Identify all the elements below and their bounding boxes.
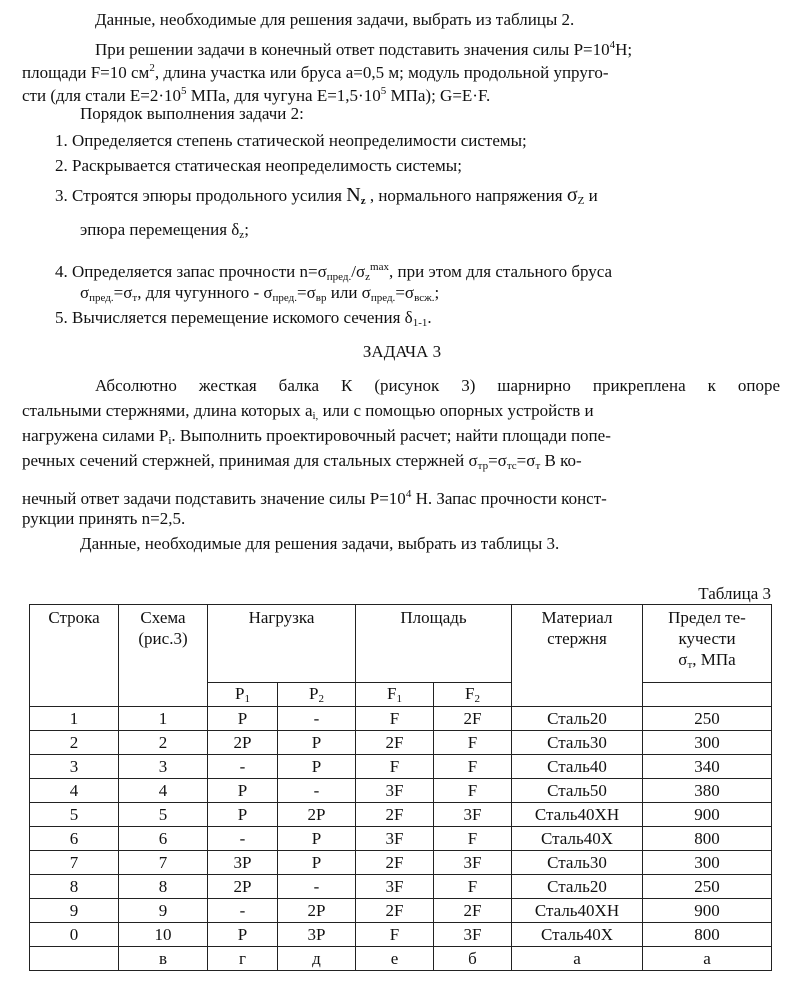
step-3 [55, 185, 598, 211]
header-line [643, 649, 771, 676]
cell-scheme: 4 [119, 779, 208, 803]
subscript: Z [577, 195, 585, 207]
text-span: /σ [351, 262, 366, 281]
header-line: стержня [547, 629, 607, 648]
table-row [30, 803, 772, 827]
cell-p1: 3P [208, 851, 278, 875]
header-load: Нагрузка [208, 605, 356, 683]
table-row [30, 875, 772, 899]
text-span: площади F=10 см [22, 63, 150, 82]
cell-f1: 3F [356, 779, 434, 803]
cell-p1: - [208, 827, 278, 851]
subscript: пред. [89, 292, 114, 304]
cell-row-number: 6 [30, 827, 119, 851]
header-line: кучести [678, 629, 736, 648]
cell-p2: д [278, 947, 356, 971]
text-span: стальными стержнями, длина которых a [22, 401, 313, 420]
text-span: P [309, 683, 319, 703]
text-span: 5. Вычисляется перемещение искомого сечения δ [55, 308, 413, 327]
cell-yield: 300 [643, 851, 772, 875]
cell-p2: - [278, 875, 356, 899]
cell-p1: 2P [208, 875, 278, 899]
cell-scheme: 7 [119, 851, 208, 875]
cell-f2: 3F [434, 923, 512, 947]
task-text-line-1: Абсолютно жесткая балка К (рисунок 3) шарнирно прикреплена к опоре [95, 376, 780, 395]
superscript: 2 [149, 62, 155, 74]
subscript: z [239, 229, 245, 241]
cell-row-number: 4 [30, 779, 119, 803]
text-span: σ [80, 283, 90, 302]
text-span: нагружена силами P [22, 426, 169, 445]
table-caption: Таблица 3 [698, 584, 771, 603]
subscript: тс [506, 460, 517, 472]
paragraph-modulus-line [22, 81, 490, 106]
cell-row-number: 7 [30, 851, 119, 875]
text-span: =σ [113, 283, 133, 302]
subscript: i, [312, 410, 319, 422]
subscript: пред. [272, 292, 298, 304]
table-row [30, 899, 772, 923]
subscript: тр [477, 460, 489, 472]
subheader-f1 [356, 682, 434, 706]
cell-f2: б [434, 947, 512, 971]
cell-material: Сталь20 [512, 875, 643, 899]
subscript: z [365, 271, 371, 283]
cell-row-number: 8 [30, 875, 119, 899]
cell-material: а [512, 947, 643, 971]
text-span: . Выполнить проектировочный расчет; найти площади попе- [171, 426, 611, 445]
text-span: нечный ответ задачи подставить значение силы P=10 [22, 489, 406, 508]
subscript: 1-1 [412, 317, 428, 329]
subscript: 2 [318, 692, 324, 705]
cell-f1: F [356, 707, 434, 731]
subscript: пред. [326, 271, 352, 283]
header-material [512, 605, 643, 707]
cell-f2: 3F [434, 803, 512, 827]
cell-material: Сталь40ХН [512, 803, 643, 827]
text-span: 3. Строятся эпюры продольного усилия [55, 186, 342, 205]
cell-scheme: 10 [119, 923, 208, 947]
cell-yield: 250 [643, 875, 772, 899]
cell-f1: 2F [356, 803, 434, 827]
text-span: =σ [395, 283, 415, 302]
text-span: МПа); G=E·F. [386, 86, 491, 105]
cell-p2: 3P [278, 923, 356, 947]
cell-p2: P [278, 731, 356, 755]
text-span: 4. Определяется запас прочности n=σ [55, 262, 327, 281]
text-span: F [387, 683, 397, 703]
cell-row-number: 1 [30, 707, 119, 731]
text-span: =σ [297, 283, 316, 302]
table-row [30, 851, 772, 875]
superscript: 5 [380, 85, 387, 97]
table-row [30, 755, 772, 779]
cell-p1: - [208, 899, 278, 923]
cell-f1: F [356, 755, 434, 779]
header-row-number: Строка [30, 605, 119, 707]
cell-p2: P [278, 755, 356, 779]
cell-row-number: 3 [30, 755, 119, 779]
cell-f1: 3F [356, 875, 434, 899]
cell-f2: 2F [434, 707, 512, 731]
cell-yield: 380 [643, 779, 772, 803]
cell-p1: - [208, 755, 278, 779]
cell-p2: 2P [278, 803, 356, 827]
text-span: При решении задачи в конечный ответ подставить значения силы P=10 [95, 40, 610, 59]
subscript: вр [315, 292, 327, 304]
cell-material: Сталь40Х [512, 827, 643, 851]
cell-f1: 2F [356, 899, 434, 923]
text-span: H; [615, 40, 633, 59]
text-span: , нормального напряжения [369, 186, 563, 205]
subscript: z [360, 195, 366, 207]
cell-scheme: в [119, 947, 208, 971]
text-span: , при этом для стального бруса [389, 262, 613, 281]
cell-yield: 800 [643, 923, 772, 947]
step-2: 2. Раскрывается статическая неопределимость системы; [55, 156, 462, 175]
table-row [30, 827, 772, 851]
cell-yield: 900 [643, 803, 772, 827]
cell-f1: 3F [356, 827, 434, 851]
cell-scheme: 1 [119, 707, 208, 731]
task-text-line-3 [22, 426, 611, 451]
cell-p1: г [208, 947, 278, 971]
cell-material: Сталь30 [512, 851, 643, 875]
subscript: 2 [474, 692, 480, 705]
cell-yield: 250 [643, 707, 772, 731]
text-span: σ [566, 184, 578, 206]
cell-scheme: 2 [119, 731, 208, 755]
subheader-f2 [434, 682, 512, 706]
step-4-line-2 [80, 283, 439, 308]
subscript: т [132, 292, 138, 304]
cell-p1: P [208, 923, 278, 947]
cell-f1: 2F [356, 851, 434, 875]
task-text-line-4 [22, 451, 582, 476]
data-table-3 [29, 604, 772, 971]
step-1: 1. Определяется степень статической неопределимости системы; [55, 131, 527, 150]
table-row [30, 731, 772, 755]
text-span: P [235, 683, 245, 703]
text-span: σ [678, 650, 688, 669]
cell-p1: P [208, 803, 278, 827]
header-line: Материал [541, 608, 613, 627]
cell-f2: F [434, 755, 512, 779]
cell-p2: P [278, 851, 356, 875]
cell-p1: P [208, 779, 278, 803]
cell-yield: 900 [643, 899, 772, 923]
subscript: 1 [244, 692, 250, 705]
task-text-line-7: Данные, необходимые для решения задачи, выбрать из таблицы 3. [80, 534, 560, 553]
cell-f2: 3F [434, 851, 512, 875]
task-text-line-2 [22, 401, 780, 426]
text-span: ; [434, 283, 440, 302]
cell-yield: 340 [643, 755, 772, 779]
text-span: F [465, 683, 475, 703]
paragraph-force-value [95, 35, 632, 60]
cell-row-number: 5 [30, 803, 119, 827]
cell-p2: - [278, 779, 356, 803]
text-span: ; [244, 220, 249, 239]
cell-p1: P [208, 707, 278, 731]
table-body [30, 707, 772, 971]
text-span: . [427, 308, 432, 327]
table-header-row [30, 605, 772, 683]
subscript: всж. [414, 292, 435, 304]
cell-material: Сталь50 [512, 779, 643, 803]
text-span: =σ [488, 451, 507, 470]
header-scheme [119, 605, 208, 707]
subscript: пред. [370, 292, 396, 304]
cell-f2: F [434, 779, 512, 803]
subscript: i [168, 435, 172, 447]
header-area: Площадь [356, 605, 512, 683]
cell-scheme: 8 [119, 875, 208, 899]
cell-row-number: 9 [30, 899, 119, 923]
subscript: 1 [396, 692, 402, 705]
cell-p2: P [278, 827, 356, 851]
cell-p2: 2P [278, 899, 356, 923]
subheader-empty [643, 682, 772, 706]
cell-row-number [30, 947, 119, 971]
header-line: Схема [140, 608, 186, 627]
cell-yield: 300 [643, 731, 772, 755]
subscript: т [687, 659, 693, 671]
cell-p1: 2P [208, 731, 278, 755]
header-yield-strength [643, 605, 772, 683]
cell-material: Сталь20 [512, 707, 643, 731]
cell-f2: F [434, 731, 512, 755]
task-text-line-6: рукции принять n=2,5. [22, 509, 186, 528]
cell-yield: а [643, 947, 772, 971]
cell-row-number: 0 [30, 923, 119, 947]
subheader-p2 [278, 682, 356, 706]
task-title: ЗАДАЧА 3 [362, 342, 442, 361]
task-text-line-5 [22, 484, 607, 509]
cell-row-number: 2 [30, 731, 119, 755]
superscript: max [370, 261, 389, 273]
text-span: речных сечений стержней, принимая для стальных стержней σ [22, 451, 478, 470]
cell-f1: е [356, 947, 434, 971]
header-line: Предел те- [668, 608, 746, 627]
table-row [30, 923, 772, 947]
table-row [30, 779, 772, 803]
text-span: или σ [326, 283, 371, 302]
text-span: и [588, 186, 598, 205]
cell-material: Сталь40ХН [512, 899, 643, 923]
text-span: В ко- [540, 451, 582, 470]
text-span: или с помощью опорных устройств и [318, 401, 594, 420]
header-line: (рис.3) [138, 629, 188, 648]
cell-scheme: 5 [119, 803, 208, 827]
text-span: эпюра перемещения δ [80, 220, 240, 239]
cell-yield: 800 [643, 827, 772, 851]
cell-scheme: 9 [119, 899, 208, 923]
superscript: 5 [181, 85, 187, 97]
step-5 [55, 308, 432, 333]
cell-material: Сталь40 [512, 755, 643, 779]
superscript: 4 [609, 39, 616, 51]
text-span: , МПа [692, 650, 736, 669]
cell-f2: F [434, 827, 512, 851]
text-span: , длина участка или бруса a=0,5 м; модуль продольной упруго- [154, 63, 609, 82]
text-span: , для чугунного - σ [137, 283, 273, 302]
subscript: т [535, 460, 541, 472]
cell-f1: F [356, 923, 434, 947]
text-span: N [346, 184, 361, 206]
paragraph-data-table-2: Данные, необходимые для решения задачи, выбрать из таблицы 2. [95, 10, 575, 29]
cell-f2: 2F [434, 899, 512, 923]
cell-material: Сталь30 [512, 731, 643, 755]
step-3-line-2 [80, 220, 249, 245]
text-span: H. Запас прочности конст- [411, 489, 607, 508]
subheader-p1 [208, 682, 278, 706]
text-span: МПа, для чугуна E=1,5·10 [186, 86, 381, 105]
text-span: =σ [516, 451, 536, 470]
cell-scheme: 6 [119, 827, 208, 851]
cell-material: Сталь40Х [512, 923, 643, 947]
cell-f2: F [434, 875, 512, 899]
order-title: Порядок выполнения задачи 2: [80, 104, 304, 123]
table-row [30, 707, 772, 731]
cell-f1: 2F [356, 731, 434, 755]
cell-scheme: 3 [119, 755, 208, 779]
cell-p2: - [278, 707, 356, 731]
table-row [30, 947, 772, 971]
paragraph-area-line [22, 58, 609, 83]
superscript: 4 [405, 488, 412, 500]
text-span: сти (для стали E=2·10 [22, 86, 182, 105]
